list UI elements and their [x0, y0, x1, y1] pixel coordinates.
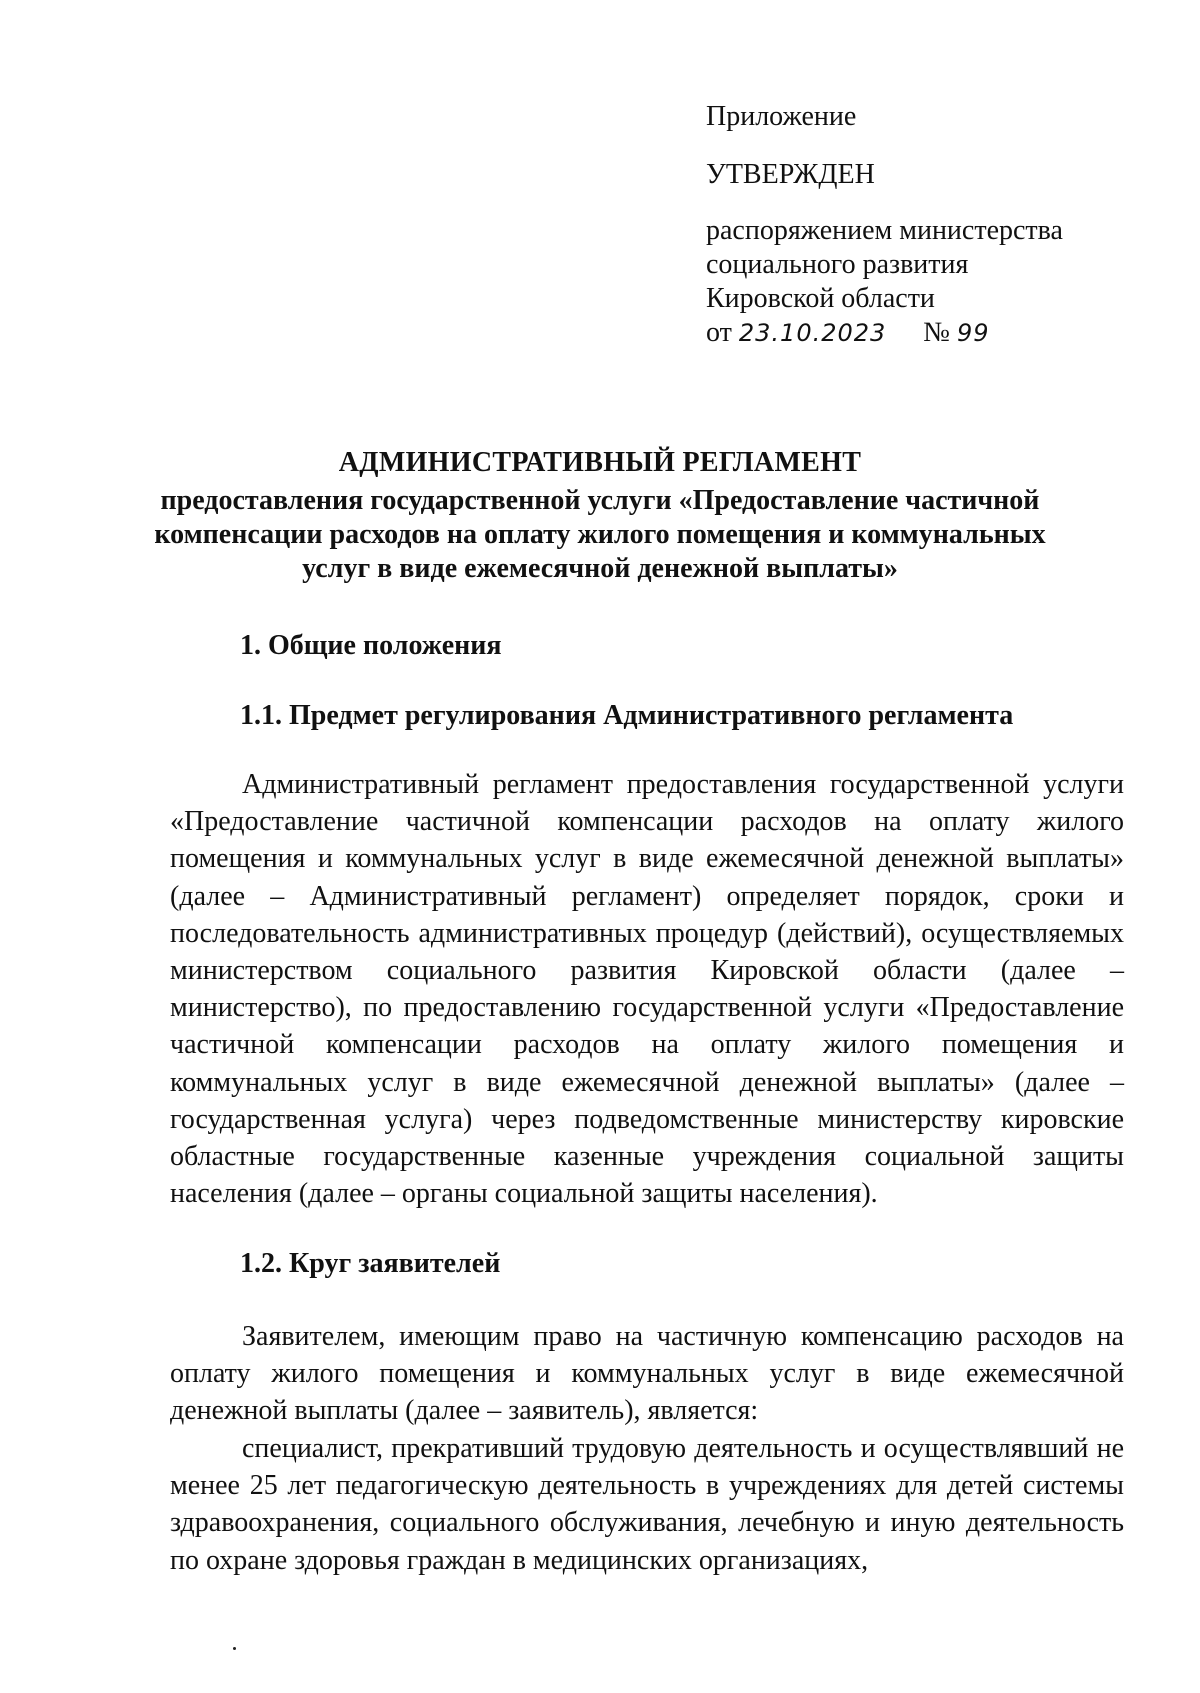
section-1-2-paragraph-2: специалист, прекративший трудовую деятельность и осуществлявший не менее 25 лет педагогическую деятельность в учреждениях для детей системы здравоохранения, социального обслуживания, лечебную и иную деятельность по охране здоровья граждан в медицинских организациях, — [170, 1433, 1124, 1576]
section-1-2-paragraph-1: Заявителем, имеющим право на частичную компенсацию расходов на оплату жилого помещения и коммунальных услуг в виде ежемесячной денежной выплаты (далее – заявитель), является: — [170, 1321, 1124, 1427]
handwritten-date: 23.10.2023 — [738, 319, 887, 347]
approval-line-3: Кировской области — [706, 283, 935, 314]
title-line-1: предоставления государственной услуги «Предоставление частичной — [160, 485, 1040, 516]
section-1-heading: 1. Общие положения — [240, 630, 502, 661]
title-main: АДМИНИСТРАТИВНЫЙ РЕГЛАМЕНТ — [338, 447, 862, 478]
title-line-2: компенсации расходов на оплату жилого помещения и коммунальных — [154, 519, 1046, 550]
handwritten-number: 99 — [957, 319, 990, 347]
document-title — [100, 446, 1100, 586]
appendix-label: Приложение — [706, 101, 857, 132]
approval-stamp-block — [706, 100, 1063, 350]
from-label: от — [706, 317, 732, 348]
approval-date-line — [706, 316, 1063, 350]
scan-mark — [233, 1647, 236, 1650]
title-line-3: услуг в виде ежемесячной денежной выплаты» — [302, 553, 898, 584]
approved-label: УТВЕРЖДЕН — [706, 159, 875, 190]
approval-line-2: социального развития — [706, 249, 969, 280]
number-label: № — [923, 317, 951, 348]
section-1-2-heading: 1.2. Круг заявителей — [240, 1248, 501, 1279]
approval-line-1: распоряжением министерства — [706, 215, 1063, 246]
section-1-1-paragraph: Административный регламент предоставления государственной услуги «Предоставление частичной компенсации расходов на оплату жилого помещения и коммунальных услуг в виде ежемесячной денежной выплаты» (далее – Административный регламент) определяет порядок, сроки и последовательность административных процедур (действий), осуществляемых министерством социального развития Кировской области (далее – министерство), по предоставлению государственной услуги «Предоставление частичной компенсации расходов на оплату жилого помещения и коммунальных услуг в виде ежемесячной денежной выплаты» (далее – государственная услуга) через подведомственные министерству кировские областные государственные казенные учреждения социальной защиты населения (далее – органы социальной защиты населения). — [170, 769, 1124, 1210]
section-1-1-heading: 1.1. Предмет регулирования Административного регламента — [240, 700, 1014, 731]
